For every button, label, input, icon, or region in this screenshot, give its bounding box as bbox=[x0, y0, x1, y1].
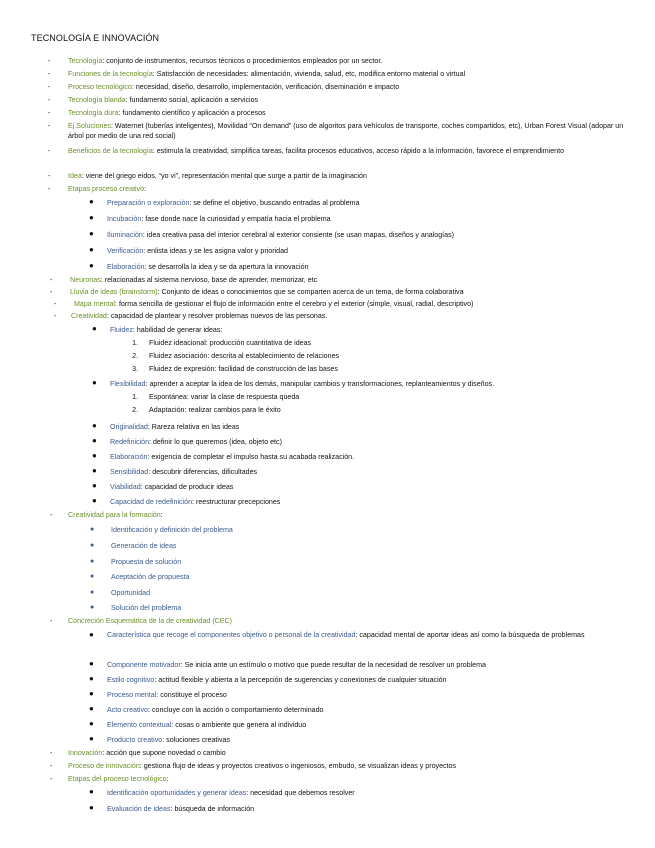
item-text: : Rareza relativa en las ideas bbox=[147, 423, 240, 431]
list-item bbox=[68, 748, 226, 758]
item-term: Iluminación bbox=[107, 231, 143, 239]
item-term: Creatividad bbox=[71, 312, 107, 320]
item-term: Etapas del proceso tecnológico bbox=[68, 775, 167, 783]
item-text: : necesidad que debemos resolver bbox=[246, 789, 355, 797]
item-text: : necesidad, diseño, desarrollo, implementación, verificación, diseminación e impacto bbox=[131, 83, 400, 91]
bullet-icon: ● bbox=[89, 245, 94, 254]
item-term: Componente motivador bbox=[107, 661, 181, 669]
list-item bbox=[107, 214, 331, 224]
bullet-icon: ● bbox=[92, 451, 97, 460]
item-term: Incubación bbox=[107, 215, 142, 223]
item-term: Ej.Soluciones bbox=[68, 122, 111, 130]
item-text: : concluye con la acción o comportamiento determinado bbox=[148, 706, 324, 714]
list-number: 2. bbox=[132, 406, 138, 414]
list-item: Solución del problema bbox=[111, 604, 182, 612]
list-item bbox=[107, 246, 288, 256]
item-term: Etapas proceso creativo bbox=[68, 185, 145, 193]
bullet-icon: ● bbox=[92, 466, 97, 475]
list-marker-dash: - bbox=[48, 70, 51, 78]
list-marker-dash: - bbox=[54, 312, 57, 320]
list-item bbox=[71, 311, 327, 321]
item-text: : se define el objetivo, buscando entradas al problema bbox=[189, 199, 360, 207]
list-item bbox=[107, 262, 309, 272]
list-item bbox=[107, 720, 306, 730]
list-item: Identificación y definición del problema bbox=[111, 526, 233, 534]
item-text: : relacionadas al sistema nervioso, base de aprender, memorizar, etc bbox=[100, 276, 318, 284]
list-item bbox=[107, 630, 627, 640]
item-text: : definir lo que queremos (idea, objeto etc) bbox=[149, 438, 282, 446]
list-item bbox=[110, 437, 282, 447]
list-item bbox=[107, 788, 355, 798]
item-term: Funciones de la tecnología bbox=[68, 70, 153, 78]
list-item bbox=[107, 198, 359, 208]
item-term: Producto creativo bbox=[107, 736, 163, 744]
bullet-icon: ● bbox=[89, 803, 94, 812]
item-term: Capacidad de redefinición bbox=[110, 498, 193, 506]
item-term: Creatividad para la formación bbox=[68, 511, 161, 519]
item-text: : Se inicia ante un estímulo o motivo que puede resultar de la necesidad de resolver un problema bbox=[180, 661, 486, 669]
item-text: : capacidad de plantear y resolver problemas nuevos de las personas. bbox=[106, 312, 328, 320]
item-term: Acto creativo bbox=[107, 706, 149, 714]
item-text: : forma sencilla de gestionar el flujo de información entre el cerebro y el exterior (simple, visual, radial, descriptivo) bbox=[115, 300, 474, 308]
bullet-icon: ● bbox=[92, 496, 97, 505]
bullet-icon: ● bbox=[92, 378, 97, 387]
item-text: : búsqueda de información bbox=[170, 805, 255, 813]
item-term: Tecnología blanda bbox=[68, 96, 126, 104]
list-marker-dash: - bbox=[48, 83, 51, 91]
item-text: : actitud flexible y abierta a la percepción de sugerencias y conexiones de cualquier situación bbox=[154, 676, 447, 684]
list-marker-dash: - bbox=[48, 57, 51, 65]
item-term: Proceso de innovación bbox=[68, 762, 140, 770]
list-item: Oportunidad bbox=[111, 589, 151, 597]
item-text: : reestructurar precepciones bbox=[192, 498, 281, 506]
list-item bbox=[110, 497, 280, 507]
list-number: 3. bbox=[132, 365, 138, 373]
bullet-icon: ● bbox=[89, 689, 94, 698]
item-term: Proceso tecnológico bbox=[68, 83, 132, 91]
list-marker-dash: - bbox=[50, 775, 53, 783]
list-marker-dash: - bbox=[48, 96, 51, 104]
bullet-icon: ● bbox=[92, 421, 97, 430]
item-text: : aprender a aceptar la idea de los demás, manipular cambios y transformaciones, replanteamientos y diseños. bbox=[145, 380, 495, 388]
item-text: : Conjunto de ideas o conocimientos que se comparten acerca de un tema, de forma colaborativa bbox=[157, 288, 464, 296]
item-text: : viene del griego eidos, “yo vi”, representación mental que surge a partir de la imaginación bbox=[81, 172, 367, 180]
bullet-icon: ● bbox=[89, 197, 94, 206]
bullet-icon: ● bbox=[92, 324, 97, 333]
list-marker-dash: - bbox=[50, 617, 53, 625]
list-item bbox=[68, 121, 628, 141]
item-text: : bbox=[166, 775, 169, 783]
bullet-icon: ● bbox=[90, 558, 95, 565]
list-marker-dash: - bbox=[50, 276, 53, 284]
list-number: 1. bbox=[132, 393, 138, 401]
bullet-icon: ● bbox=[89, 719, 94, 728]
item-term: Evaluación de ideas bbox=[107, 805, 171, 813]
item-text: : idea creativa pasa del interior cerebral al exterior consiente (se usan mapas, diseños y analogías) bbox=[142, 231, 455, 239]
list-item bbox=[107, 230, 454, 240]
list-item bbox=[110, 467, 257, 477]
item-text: : enlista ideas y se les asigna valor y prioridad bbox=[143, 247, 288, 255]
item-text: : se desarrolla la idea y se da apertura la innovación bbox=[144, 263, 309, 271]
item-term: Elaboración bbox=[107, 263, 145, 271]
item-text: : Satisfacción de necesidades: alimentación, vivienda, salud, etc, modifica entorno material o virtual bbox=[152, 70, 466, 78]
item-term: Sensibilidad bbox=[110, 468, 149, 476]
list-item: Espontánea: variar la clase de respuesta queda bbox=[149, 393, 300, 401]
bullet-icon: ● bbox=[92, 436, 97, 445]
list-item bbox=[68, 761, 456, 771]
list-marker-dash: - bbox=[50, 511, 53, 519]
item-term: Verificación bbox=[107, 247, 144, 255]
item-term: Innovación bbox=[68, 749, 103, 757]
item-term: Tecnología bbox=[68, 57, 103, 65]
item-text: : habilidad de generar ideas: bbox=[132, 326, 223, 334]
item-term: Idea bbox=[68, 172, 82, 180]
list-item: Aceptación de propuesta bbox=[111, 573, 190, 581]
bullet-icon: ● bbox=[89, 734, 94, 743]
bullet-icon: ● bbox=[90, 604, 95, 611]
item-term: Redefinición bbox=[110, 438, 150, 446]
item-term: Característica que recoge el componentes objetivo o personal de la creatividad bbox=[107, 631, 356, 639]
item-term: Neuronas bbox=[70, 276, 101, 284]
list-number: 2. bbox=[132, 352, 138, 360]
bullet-icon: ● bbox=[89, 630, 94, 639]
item-text: : Waternet (tuberías inteligentes), Movilidad “On demand” (uso de algoritos para vehículos de transporte, coches compartidos, etc), Urban Forest Visual (adopar un árbol por medio de una red social) bbox=[68, 122, 624, 140]
bullet-icon: ● bbox=[90, 542, 95, 549]
bullet-icon: ● bbox=[89, 261, 94, 270]
item-text: : bbox=[144, 185, 147, 193]
list-item bbox=[68, 56, 382, 66]
list-item bbox=[74, 299, 473, 309]
list-marker-dash: - bbox=[50, 749, 53, 757]
item-term: Estilo cognitivo bbox=[107, 676, 155, 684]
item-term: Mapa mental bbox=[74, 300, 116, 308]
list-item bbox=[68, 82, 399, 92]
item-text: : capacidad de producir ideas bbox=[140, 483, 234, 491]
item-text: : descubrir diferencias, dificultades bbox=[148, 468, 258, 476]
list-item bbox=[68, 69, 465, 79]
page-title: TECNOLOGÍA E INNOVACIÓN bbox=[31, 33, 160, 43]
list-marker-dash: - bbox=[48, 122, 51, 130]
item-term: Elaboración bbox=[110, 453, 148, 461]
list-item bbox=[68, 146, 628, 156]
bullet-icon: ● bbox=[89, 787, 94, 796]
list-item: Generación de ideas bbox=[111, 542, 177, 550]
bullet-icon: ● bbox=[92, 481, 97, 490]
list-item bbox=[68, 184, 146, 194]
list-item bbox=[110, 379, 494, 389]
list-item bbox=[107, 675, 447, 685]
list-marker-dash: - bbox=[50, 762, 53, 770]
list-item bbox=[110, 452, 354, 462]
item-text: : cosas o ambiente que genera al individuo bbox=[171, 721, 307, 729]
bullet-icon: ● bbox=[89, 213, 94, 222]
list-item bbox=[110, 325, 222, 335]
list-marker-dash: - bbox=[50, 288, 53, 296]
item-text: : exigencia de completar el impulso hasta su acabada realización. bbox=[147, 453, 355, 461]
list-item: Propuesta de solución bbox=[111, 558, 182, 566]
item-term: Tecnología dura bbox=[68, 109, 119, 117]
item-text: : gestiona flujo de ideas y proyectos creativos o ingeniosos, embudo, se visualizan ideas y proyectos bbox=[139, 762, 457, 770]
item-term: Originalidad bbox=[110, 423, 148, 431]
item-term: Identificación oportunidades y generar ideas bbox=[107, 789, 247, 797]
list-item bbox=[107, 804, 254, 814]
list-item bbox=[68, 510, 163, 520]
list-marker-dash: - bbox=[48, 109, 51, 117]
item-term: Preparación o exploración bbox=[107, 199, 190, 207]
list-item bbox=[68, 171, 367, 181]
list-item bbox=[68, 108, 266, 118]
bullet-icon: ● bbox=[90, 573, 95, 580]
list-marker-dash: - bbox=[48, 185, 51, 193]
list-item bbox=[110, 482, 233, 492]
item-text: : acción que supone novedad o cambio bbox=[102, 749, 226, 757]
list-item bbox=[107, 690, 227, 700]
list-item bbox=[68, 774, 169, 784]
list-number: 1. bbox=[132, 339, 138, 347]
item-term: Beneficios de la tecnología bbox=[68, 147, 153, 155]
item-text: : constituye el proceso bbox=[156, 691, 227, 699]
item-text: : soluciones creativas bbox=[162, 736, 231, 744]
item-text: : fase donde nace la curiosidad y empatía hacia el problema bbox=[141, 215, 331, 223]
list-item bbox=[107, 735, 230, 745]
item-term: Elemento contextual bbox=[107, 721, 172, 729]
item-text: : bbox=[160, 511, 163, 519]
list-item: Fluidez de expresión: facilidad de construcción de las bases bbox=[149, 365, 338, 373]
bullet-icon: ● bbox=[90, 526, 95, 533]
list-marker-dash: - bbox=[48, 172, 51, 180]
list-marker-dash: - bbox=[54, 300, 57, 308]
list-marker-dash: - bbox=[48, 147, 51, 155]
list-item: Adaptación: realizar cambios para le éxito bbox=[149, 406, 281, 414]
bullet-icon: ● bbox=[89, 659, 94, 668]
list-item: Fluidez ideacional: producción cuantitativa de ideas bbox=[149, 339, 312, 347]
item-term: Viabilidad bbox=[110, 483, 141, 491]
item-text: : fundamento científico y aplicación a procesos bbox=[118, 109, 266, 117]
list-item bbox=[107, 660, 486, 670]
bullet-icon: ● bbox=[89, 704, 94, 713]
list-item bbox=[70, 275, 317, 285]
item-term: Flexibilidad bbox=[110, 380, 146, 388]
item-term: Proceso mental bbox=[107, 691, 157, 699]
list-item: Concreción Esquemática de la de creatividad (CEC) bbox=[68, 617, 233, 625]
bullet-icon: ● bbox=[90, 589, 95, 596]
list-item bbox=[68, 95, 258, 105]
item-text: : fundamento social, aplicación a servicios bbox=[125, 96, 259, 104]
list-item bbox=[107, 705, 324, 715]
bullet-icon: ● bbox=[89, 229, 94, 238]
item-term: Lluvia de ideas (brainstorm) bbox=[70, 288, 158, 296]
item-text: : estimula la creatividad, simplifica tareas, facilita procesos educativos, acceso rápido a la información, favorece el emprendimiento bbox=[152, 147, 565, 155]
item-text: : conjunto de instrumentos, recursos técnicos o procedimientos empleados por un sector. bbox=[102, 57, 383, 65]
list-item: Fluidez asociación: descrita al establecimiento de relaciones bbox=[149, 352, 340, 360]
bullet-icon: ● bbox=[89, 674, 94, 683]
item-term: Fluidez bbox=[110, 326, 133, 334]
list-item bbox=[70, 287, 464, 297]
item-text: : capacidad mental de aportar ideas así como la búsqueda de problemas bbox=[355, 631, 585, 639]
list-item bbox=[110, 422, 239, 432]
